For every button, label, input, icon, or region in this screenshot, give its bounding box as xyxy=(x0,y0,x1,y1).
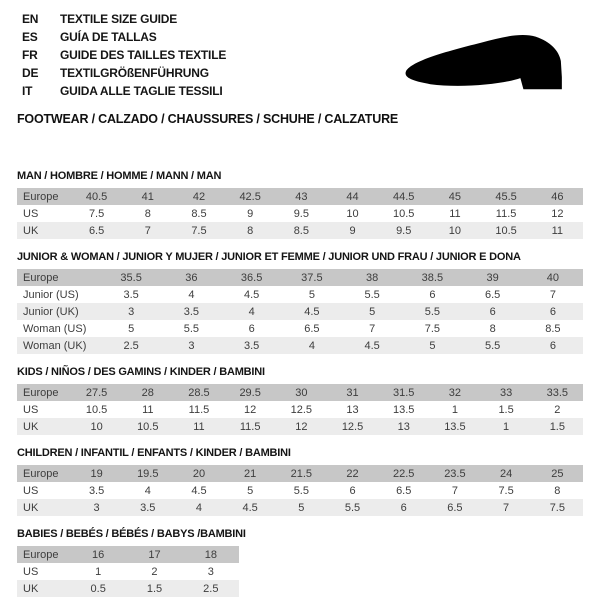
size-table-row xyxy=(17,320,583,337)
section-title-man: MAN / HOMBRE / HOMME / MANN / MAN xyxy=(17,170,222,182)
size-cell: 10.5 xyxy=(393,207,415,220)
language-code: ES xyxy=(22,30,38,44)
size-cell: 7 xyxy=(369,322,376,335)
language-code: DE xyxy=(22,66,39,80)
size-cell: 1 xyxy=(503,420,510,433)
row-label: UK xyxy=(23,420,39,433)
size-cell: 3 xyxy=(207,565,214,578)
row-label: Junior (US) xyxy=(23,288,79,301)
size-cell: 13 xyxy=(397,420,410,433)
size-cell: 5 xyxy=(247,484,254,497)
size-cell: 41 xyxy=(141,190,154,203)
size-table-header-row xyxy=(17,269,583,286)
size-cell: 6.5 xyxy=(88,224,105,237)
size-cell: 8 xyxy=(144,207,151,220)
size-cell: 38 xyxy=(366,271,379,284)
size-cell: 7.5 xyxy=(88,207,105,220)
size-cell: 6.5 xyxy=(396,484,412,497)
size-cell: 21 xyxy=(244,467,257,480)
kids-size-table xyxy=(17,384,583,435)
row-label: US xyxy=(23,484,39,497)
size-cell: 7.5 xyxy=(498,484,514,497)
size-cell: 13 xyxy=(346,403,359,416)
size-cell: 16 xyxy=(92,548,105,561)
size-cell: 18 xyxy=(204,548,217,561)
size-table-header-row xyxy=(17,546,239,563)
row-label: Europe xyxy=(23,386,59,399)
size-cell: 17 xyxy=(148,548,161,561)
size-cell: 3.5 xyxy=(140,501,156,514)
size-cell: 6 xyxy=(549,305,556,318)
section-man xyxy=(17,170,583,239)
size-cell: 37.5 xyxy=(301,271,323,284)
size-cell: 6 xyxy=(549,339,556,352)
size-cell: 28.5 xyxy=(188,386,210,399)
size-cell: 30 xyxy=(295,386,308,399)
size-cell: 8.5 xyxy=(545,322,561,335)
size-cell: 31.5 xyxy=(393,386,415,399)
section-title-junior-woman: JUNIOR & WOMAN / JUNIOR Y MUJER / JUNIOR ET FEMME / JUNIOR UND FRAU / JUNIOR E DONA xyxy=(17,251,521,263)
language-title: TEXTILE SIZE GUIDE xyxy=(60,12,178,26)
size-cell: 2.5 xyxy=(203,582,219,595)
size-cell: 45 xyxy=(448,190,462,203)
size-cell: 6.5 xyxy=(484,288,501,301)
size-cell: 28 xyxy=(141,386,154,399)
size-table-row xyxy=(17,499,583,516)
size-cell: 21.5 xyxy=(290,467,313,480)
size-cell: 4 xyxy=(248,305,255,318)
language-code: EN xyxy=(22,12,39,26)
size-table-row xyxy=(17,418,583,435)
row-label: Europe xyxy=(23,271,59,284)
language-title: TEXTILGRÖßENFÜHRUNG xyxy=(60,66,209,80)
size-cell: 13.5 xyxy=(444,420,466,433)
size-cell: 5 xyxy=(128,322,135,335)
size-cell: 2 xyxy=(554,403,561,416)
size-cell: 8.5 xyxy=(293,224,309,237)
size-cell: 4.5 xyxy=(243,288,260,301)
row-label: US xyxy=(23,565,39,578)
section-title-kids: KIDS / NIÑOS / DES GAMINS / KINDER / BAMBINI xyxy=(17,366,265,378)
size-cell: 5.5 xyxy=(424,305,441,318)
size-cell: 31 xyxy=(346,386,359,399)
size-cell: 8 xyxy=(489,322,496,335)
size-cell: 5 xyxy=(308,288,315,301)
size-cell: 7 xyxy=(503,501,510,514)
size-cell: 2.5 xyxy=(123,339,139,352)
size-cell: 11 xyxy=(193,420,205,433)
size-cell: 6 xyxy=(429,288,436,301)
size-cell: 12 xyxy=(244,403,257,416)
size-table-row xyxy=(17,205,583,222)
size-cell: 10 xyxy=(448,224,462,237)
size-cell: 24 xyxy=(499,467,513,480)
dress-shoe-icon xyxy=(402,32,574,96)
language-row xyxy=(22,82,226,100)
row-label: UK xyxy=(23,224,39,237)
size-cell: 4.5 xyxy=(364,339,380,352)
section-children xyxy=(17,447,583,516)
size-cell: 4.5 xyxy=(191,484,207,497)
children-size-table xyxy=(17,465,583,516)
size-cell: 3.5 xyxy=(243,339,260,352)
size-cell: 8.5 xyxy=(191,207,207,220)
size-cell: 7 xyxy=(549,288,556,301)
size-cell: 2 xyxy=(151,565,158,578)
size-cell: 7 xyxy=(144,224,151,237)
size-cell: 1.5 xyxy=(549,420,565,433)
language-title: GUIDA ALLE TAGLIE TESSILI xyxy=(60,84,223,98)
size-cell: 40 xyxy=(546,271,559,284)
size-table-header-row xyxy=(17,465,583,482)
row-label: Woman (US) xyxy=(23,322,87,335)
size-cell: 23.5 xyxy=(444,467,466,480)
size-cell: 5 xyxy=(369,305,376,318)
size-cell: 19 xyxy=(90,467,103,480)
size-cell: 6 xyxy=(400,501,407,514)
size-cell: 7.5 xyxy=(549,501,565,514)
size-cell: 25 xyxy=(551,467,564,480)
row-label: Woman (UK) xyxy=(23,339,87,352)
size-cell: 4.5 xyxy=(304,305,320,318)
size-cell: 33.5 xyxy=(546,386,569,399)
size-cell: 7.5 xyxy=(424,322,441,335)
size-cell: 6.5 xyxy=(447,501,463,514)
size-cell: 11.5 xyxy=(188,403,210,416)
size-table-row xyxy=(17,337,583,354)
row-label: Europe xyxy=(23,467,59,480)
size-table-row xyxy=(17,303,583,320)
size-cell: 44.5 xyxy=(393,190,415,203)
size-cell: 38.5 xyxy=(421,271,444,284)
size-cell: 36.5 xyxy=(240,271,263,284)
language-code: FR xyxy=(22,48,38,62)
size-table-row xyxy=(17,286,583,303)
size-cell: 11.5 xyxy=(239,420,261,433)
size-cell: 22.5 xyxy=(393,467,415,480)
size-cell: 3 xyxy=(188,339,195,352)
size-tables xyxy=(17,170,583,600)
size-cell: 40.5 xyxy=(85,190,108,203)
size-cell: 46 xyxy=(551,190,564,203)
size-cell: 11 xyxy=(551,224,564,237)
size-cell: 36 xyxy=(185,271,198,284)
size-cell: 5.5 xyxy=(183,322,200,335)
size-cell: 5 xyxy=(429,339,436,352)
size-cell: 20 xyxy=(192,467,206,480)
row-label: UK xyxy=(23,582,39,595)
size-cell: 1.5 xyxy=(498,403,514,416)
size-cell: 6 xyxy=(248,322,255,335)
size-cell: 5.5 xyxy=(344,501,361,514)
size-cell: 10 xyxy=(346,207,359,220)
size-cell: 5.5 xyxy=(364,288,380,301)
size-cell: 10.5 xyxy=(495,224,517,237)
language-code: IT xyxy=(22,84,33,98)
size-cell: 3.5 xyxy=(183,305,200,318)
size-cell: 3.5 xyxy=(123,288,139,301)
size-cell: 12.5 xyxy=(290,403,313,416)
size-cell: 0.5 xyxy=(90,582,106,595)
size-cell: 7 xyxy=(451,484,458,497)
size-cell: 33 xyxy=(499,386,513,399)
size-cell: 4 xyxy=(195,501,203,514)
size-cell: 3 xyxy=(93,501,100,514)
size-cell: 43 xyxy=(295,190,308,203)
size-cell: 22 xyxy=(346,467,359,480)
size-cell: 1 xyxy=(451,403,458,416)
row-label: US xyxy=(23,403,39,416)
size-cell: 3.5 xyxy=(88,484,105,497)
size-table-row xyxy=(17,401,583,418)
size-cell: 44 xyxy=(346,190,359,203)
size-cell: 8 xyxy=(554,484,561,497)
size-cell: 1.5 xyxy=(146,582,163,595)
language-row xyxy=(22,10,226,28)
size-cell: 19.5 xyxy=(137,467,159,480)
size-cell: 9 xyxy=(247,207,254,220)
size-table-row xyxy=(17,482,583,499)
size-cell: 11 xyxy=(142,403,154,416)
language-title: GUIDE DES TAILLES TEXTILE xyxy=(60,48,227,62)
category-heading: FOOTWEAR / CALZADO / CHAUSSURES / SCHUHE / CALZATURE xyxy=(17,112,399,126)
row-label: UK xyxy=(23,501,39,514)
section-kids xyxy=(17,366,583,435)
size-table-row xyxy=(17,222,583,239)
size-cell: 12 xyxy=(551,207,564,220)
row-label: Europe xyxy=(23,190,59,203)
size-cell: 45.5 xyxy=(495,190,517,203)
size-cell: 9.5 xyxy=(396,224,412,237)
size-cell: 42 xyxy=(192,190,206,203)
size-cell: 12.5 xyxy=(341,420,364,433)
size-cell: 9.5 xyxy=(293,207,309,220)
man-size-table xyxy=(17,188,583,239)
babies-size-table xyxy=(17,546,239,597)
size-cell: 3 xyxy=(128,305,135,318)
size-cell: 11 xyxy=(449,207,461,220)
size-cell: 5.5 xyxy=(293,484,309,497)
size-cell: 7.5 xyxy=(191,224,207,237)
size-table-row xyxy=(17,563,239,580)
junior-woman-size-table xyxy=(17,269,583,354)
size-cell: 6 xyxy=(489,305,496,318)
language-list xyxy=(22,10,226,100)
size-cell: 5.5 xyxy=(484,339,501,352)
language-row xyxy=(22,46,226,64)
language-row xyxy=(22,28,226,46)
size-cell: 12 xyxy=(295,420,308,433)
size-cell: 4 xyxy=(144,484,151,497)
size-cell: 39 xyxy=(486,271,499,284)
section-title-babies: BABIES / BEBÉS / BÉBÉS / BABYS /BAMBINI xyxy=(17,528,246,540)
size-cell: 10 xyxy=(90,420,103,433)
size-cell: 42.5 xyxy=(239,190,261,203)
size-cell: 6 xyxy=(349,484,356,497)
size-table-header-row xyxy=(17,384,583,401)
size-table-header-row xyxy=(17,188,583,205)
size-cell: 13.5 xyxy=(393,403,415,416)
size-cell: 4 xyxy=(308,339,315,352)
row-label: Junior (UK) xyxy=(23,305,79,318)
size-table-row xyxy=(17,580,239,597)
size-cell: 5 xyxy=(298,501,305,514)
row-label: US xyxy=(23,207,39,220)
size-cell: 10.5 xyxy=(137,420,159,433)
language-row xyxy=(22,64,226,82)
row-label: Europe xyxy=(23,548,59,561)
size-cell: 6.5 xyxy=(304,322,320,335)
size-cell: 10.5 xyxy=(85,403,108,416)
size-cell: 4.5 xyxy=(242,501,258,514)
section-title-children: CHILDREN / INFANTIL / ENFANTS / KINDER / BAMBINI xyxy=(17,447,291,459)
size-cell: 35.5 xyxy=(120,271,142,284)
section-junior-woman xyxy=(17,251,583,354)
size-cell: 8 xyxy=(247,224,254,237)
size-cell: 11.5 xyxy=(495,207,517,220)
size-cell: 27.5 xyxy=(85,386,108,399)
language-title: GUÍA DE TALLAS xyxy=(60,30,157,44)
size-cell: 1 xyxy=(95,565,102,578)
size-cell: 4 xyxy=(188,288,195,301)
size-cell: 29.5 xyxy=(239,386,261,399)
size-cell: 9 xyxy=(349,224,356,237)
size-cell: 32 xyxy=(448,386,462,399)
section-babies xyxy=(17,528,583,597)
